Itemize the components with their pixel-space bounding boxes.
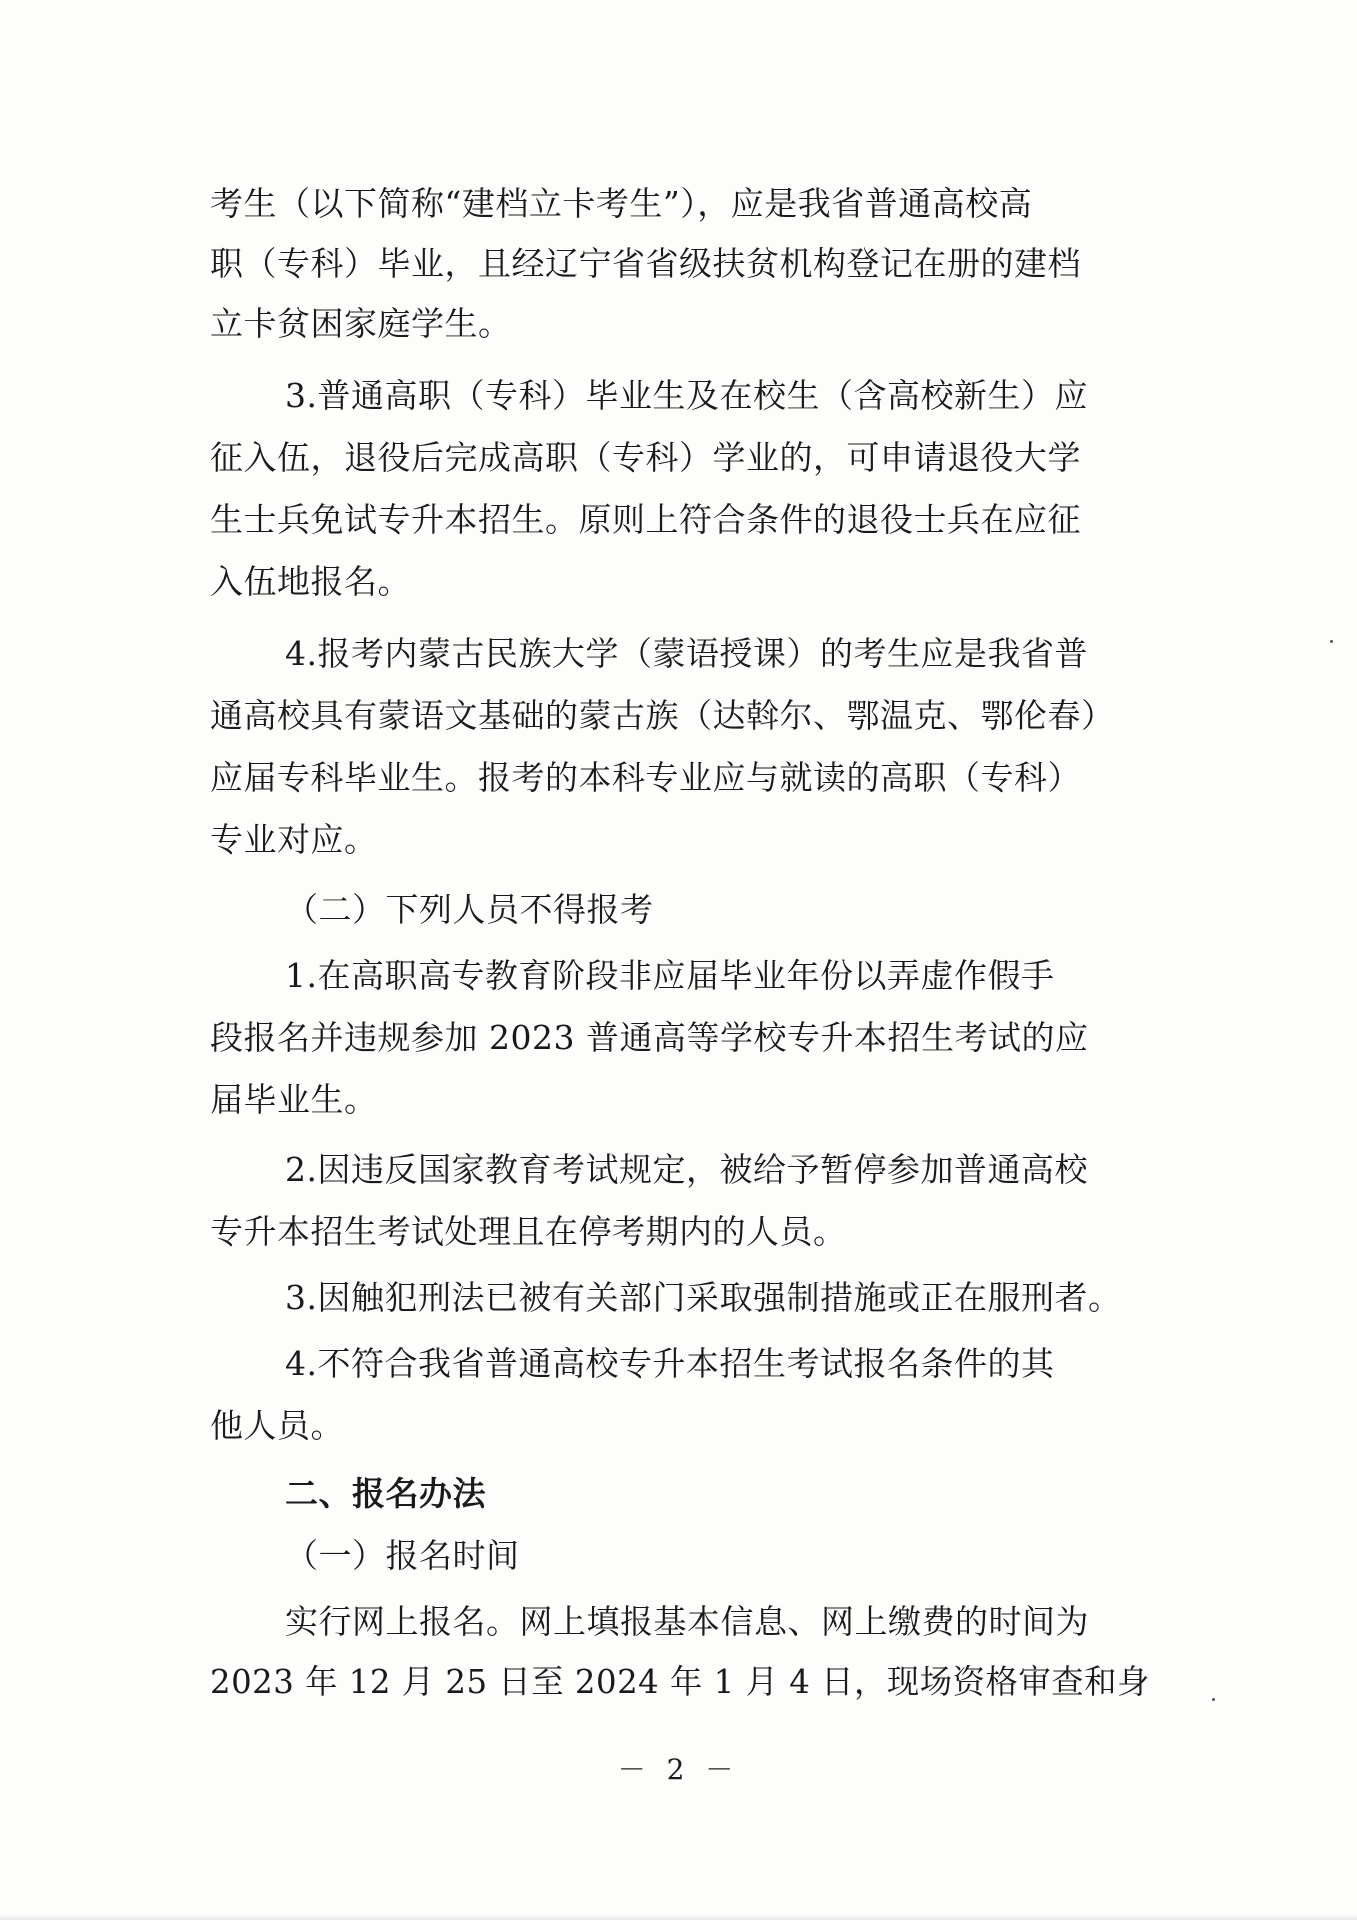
scan-speck	[1212, 1698, 1215, 1701]
text-line: 4.报考内蒙古民族大学（蒙语授课）的考生应是我省普	[285, 634, 1088, 673]
text-line: 届毕业生。	[210, 1080, 378, 1119]
text-line: 专业对应。	[210, 820, 378, 859]
text-line: 应届专科毕业生。报考的本科专业应与就读的高职（专科）	[210, 758, 1081, 797]
scan-edge	[0, 1914, 1357, 1920]
text-line: 2.因违反国家教育考试规定，被给予暂停参加普通高校	[285, 1150, 1088, 1189]
text-line: 他人员。	[210, 1406, 344, 1445]
text-line: 4.不符合我省普通高校专升本招生考试报名条件的其	[285, 1344, 1055, 1383]
text-line: 2023 年 12 月 25 日至 2024 年 1 月 4 日，现场资格审查和身	[210, 1662, 1150, 1701]
section-subheading: （一）报名时间	[285, 1536, 520, 1575]
text-line: 考生（以下简称“建档立卡考生”），应是我省普通高校高	[210, 184, 1033, 223]
text-line: 通高校具有蒙语文基础的蒙古族（达斡尔、鄂温克、鄂伦春）	[210, 696, 1115, 735]
text-line: 实行网上报名。网上填报基本信息、网上缴费的时间为	[285, 1602, 1089, 1641]
text-line: 段报名并违规参加 2023 普通高等学校专升本招生考试的应	[210, 1018, 1089, 1057]
text-line: 3.普通高职（专科）毕业生及在校生（含高校新生）应	[285, 376, 1088, 415]
section-subheading: （二）下列人员不得报考	[285, 890, 654, 929]
text-line: 入伍地报名。	[210, 562, 411, 601]
text-line: 生士兵免试专升本招生。原则上符合条件的退役士兵在应征	[210, 500, 1081, 539]
text-line: 立卡贫困家庭学生。	[210, 304, 512, 343]
page-number: － 2 －	[617, 1753, 740, 1786]
text-line: 3.因触犯刑法已被有关部门采取强制措施或正在服刑者。	[285, 1278, 1122, 1317]
text-line: 专升本招生考试处理且在停考期内的人员。	[210, 1212, 847, 1251]
scan-speck	[1330, 640, 1333, 643]
text-line: 1.在高职高专教育阶段非应届毕业年份以弄虚作假手	[285, 956, 1055, 995]
text-line: 职（专科）毕业，且经辽宁省省级扶贫机构登记在册的建档	[210, 244, 1081, 283]
section-heading: 二、报名办法	[285, 1474, 486, 1513]
text-line: 征入伍，退役后完成高职（专科）学业的，可申请退役大学	[210, 438, 1081, 477]
